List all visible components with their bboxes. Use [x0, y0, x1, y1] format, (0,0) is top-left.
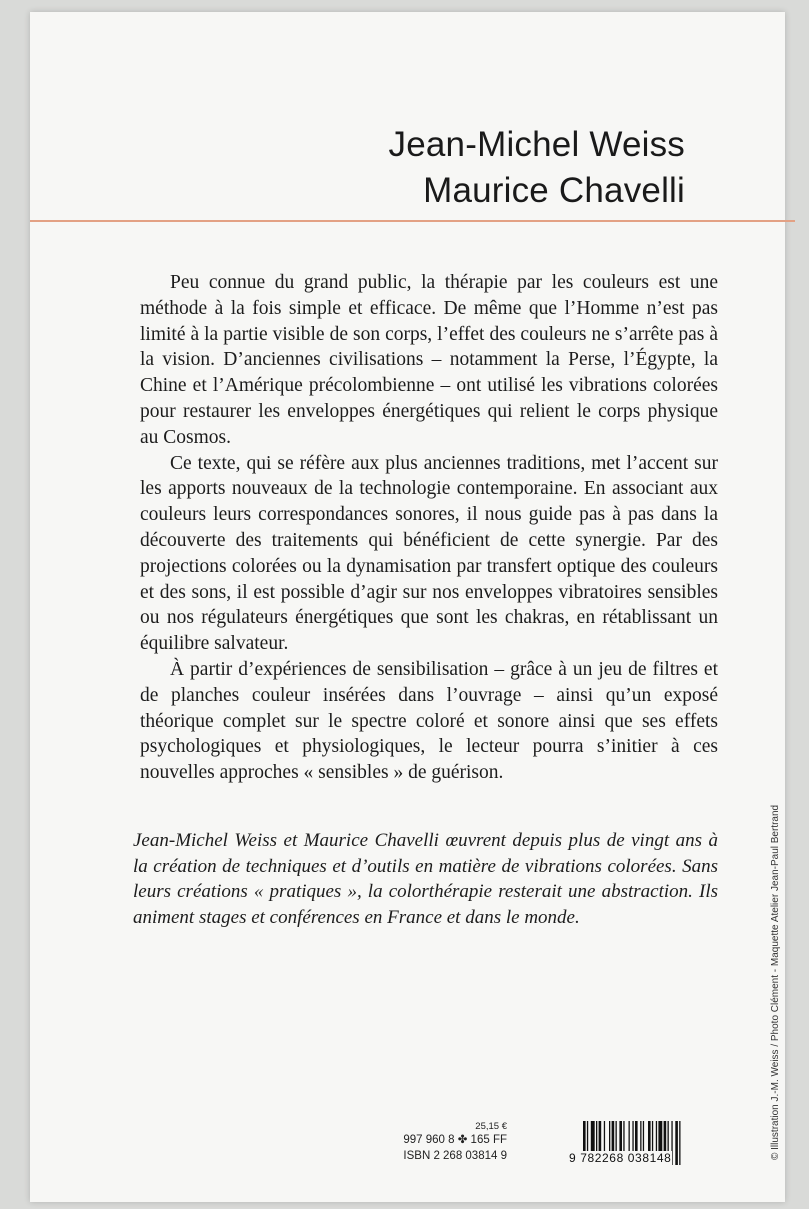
author-1: Jean-Michel Weiss: [388, 125, 685, 164]
divider-rule: [30, 220, 795, 222]
price: 25,15 €: [475, 1121, 507, 1132]
isbn: ISBN 2 268 03814 9: [403, 1150, 507, 1162]
price-block: [403, 1121, 507, 1164]
author-2: Maurice Chavelli: [423, 171, 685, 210]
photo-credit: © Illustration J.-M. Weiss / Photo Clément - Maquette Atelier Jean-Paul Bertrand: [770, 804, 781, 1160]
blurb-paragraph-1: Peu connue du grand public, la thérapie par les couleurs est une méthode à la fois simple et efficace. De même que l’Homme n’est pas limité à la partie visible de son corps, l’effet des couleurs ne s’arrête pas à la vision. D’anciennes civilisations – notamment la Perse, l’Égypte, la Chine et l’Amérique précolombienne – ont utilisé les vibrations colorées pour restaurer les enveloppes énergétiques qui relient le corps physique au Cosmos.: [140, 272, 718, 448]
barcode-digits: [568, 1151, 720, 1165]
back-cover: [30, 12, 785, 1202]
blurb-paragraph-2: Ce texte, qui se réfère aux plus anciennes traditions, met l’accent sur les apports nouveaux de la technologie contemporaine. En associant aux couleurs leurs correspondances sonores, il nous guide pas à pas dans la découverte des traitements qui bénéficient de cette synergie. Par des projections colorées ou la dynamisation par transfert optique des couleurs et des sons, il est possible d’agir sur nos enveloppes vibratoires sensibles ou nos régulateurs énergétiques que sont les chakras, en rétablissant un équilibre salvateur.: [140, 452, 718, 655]
book-blurb: [140, 270, 718, 786]
author-names: [389, 122, 685, 214]
authors-bio: Jean-Michel Weiss et Maurice Chavelli œuvrent depuis plus de vingt ans à la création de techniques et d’outils en matière de vibrations colorées. Sans leurs créations « pratiques », la colorthérapie resterait une abstraction. Ils animent stages et conférences en France et dans le monde.: [133, 830, 718, 929]
product-code: 997 960 8 ✤ 165 FF: [403, 1134, 507, 1146]
blurb-paragraph-3: À partir d’expériences de sensibilisation – grâce à un jeu de filtres et de planches couleur insérées dans l’ouvrage – ainsi qu’un exposé théorique complet sur le spectre coloré et sonore ainsi que ses effets psychologiques et physiologiques, le lecteur pourra s’initier à ces nouvelles approches « sensibles » de guérison.: [140, 658, 718, 784]
barcode-digits-text: 9 782268 038148: [569, 1151, 672, 1165]
